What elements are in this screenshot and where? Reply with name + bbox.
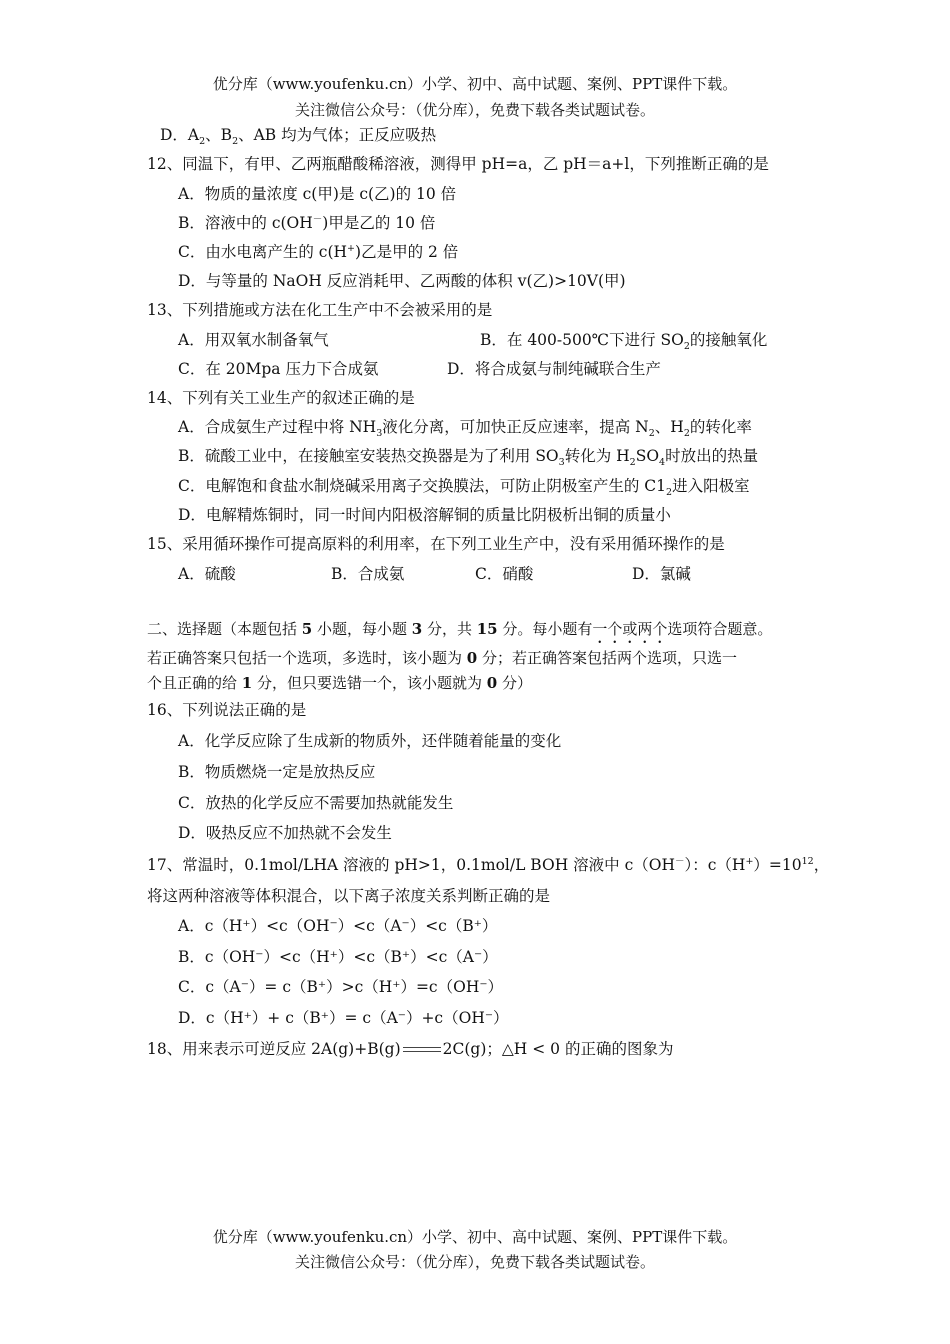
header-line-1: 优分库（www.youfenku.cn）小学、初中、高中试题、案例、PPT课件下载。 [212,75,738,93]
q11-option-d: D．$A_2$、$B_2$、AB 均为气体；正反应吸热 [160,126,437,148]
q16-stem: 16、下列说法正确的是 [147,701,307,719]
q16-option-a: A．化学反应除了生成新的物质外，还伴随着能量的变化 [178,732,562,750]
q13-stem: 13、下列措施或方法在化工生产中不会被采用的是 [147,301,493,319]
footer-line-2: 关注微信公众号：（优分库），免费下载各类试题试卷。 [294,1253,655,1271]
q17-stem-line-2: 将这两种溶液等体积混合，以下离子浓度关系判断正确的是 [147,887,551,905]
q15-option-b: B．合成氨 [331,565,405,583]
q18-stem: 18、用来表示可逆反应 2A(g)+B(g) 2C(g)；△H < 0 的正确的图象为 [147,1040,674,1058]
q14-option-d: D．电解精炼铜时，同一时间内阳极溶解铜的质量比阴极析出铜的质量小 [178,506,671,524]
q12-option-a: A．物质的量浓度 c(甲)是 c(乙)的 10 倍 [178,185,457,203]
q13-option-a: A．用双氧水制备氧气 [178,331,329,349]
q12-option-d: D．与等量的 NaOH 反应消耗甲、乙两酸的体积 v(乙)>10V(甲) [178,272,626,290]
q17-stem-line-1: 17、常温时，0.1mol/LHA 溶液的 pH>1，0.1mol/L BOH 溶液中 c（OH－）：$c(H^+)=10^{12}$， [147,855,830,874]
q16-option-b: B．物质燃烧一定是放热反应 [178,763,376,781]
q17-option-d: D．c（H⁺）+ c（B⁺）= c（A⁻）+c（OH⁻） [178,1009,509,1027]
q15-option-a: A．硫酸 [178,565,236,583]
q14-option-a: A．合成氨生产过程中将 $NH_3$液化分离，可加快正反应速率，提高 $N_2$、$H_2$的转化率 [178,418,752,440]
section2-intro-line-2: 若正确答案只包括一个选项，多选时，该小题为 0 分；若正确答案包括两个选项，只选一 [147,649,737,667]
q17-option-c: C．c（A⁻）= c（B⁺）>c（H⁺）=c（OH⁻） [178,978,504,996]
q16-option-d: D．吸热反应不加热就不会发生 [178,824,392,842]
q12-stem: 12、同温下，有甲、乙两瓶醋酸稀溶液，测得甲 pH=a，乙 pH＝a+l，下列推断正确的是 [147,155,769,173]
q12-option-c: C．由水电离产生的 c(H+)乙是甲的 2 倍 [178,242,459,261]
header-line-2: 关注微信公众号：（优分库），免费下载各类试题试卷。 [294,101,655,119]
q17-option-a: A．c（H⁺）<c（OH⁻）<c（A⁻）<c（B⁺） [178,917,498,935]
equilibrium-arrow-icon [403,1046,441,1054]
q12-option-b: B．溶液中的 c(OH－)甲是乙的 10 倍 [178,213,436,232]
q13-option-d: D．将合成氨与制纯碱联合生产 [447,360,661,378]
section2-intro-line-1: 二、选择题（本题包括 5 小题，每小题 3 分，共 15 分。每小题有一个或两个选项符合题意。 [147,620,773,638]
q15-option-d: D．氯碱 [632,565,691,583]
q17-option-b: B．c（OH⁻）<c（H⁺）<c（B⁺）<c（A⁻） [178,948,498,966]
q16-option-c: C．放热的化学反应不需要加热就能发生 [178,794,454,812]
q14-stem: 14、下列有关工业生产的叙述正确的是 [147,389,415,407]
q15-option-c: C．硝酸 [475,565,534,583]
q14-option-c: C．电解饱和食盐水制烧碱采用离子交换膜法，可防止阴极室产生的 $C1_2$进入阳极室 [178,477,750,499]
footer-line-1: 优分库（www.youfenku.cn）小学、初中、高中试题、案例、PPT课件下载。 [212,1228,738,1246]
q14-option-b: B．硫酸工业中，在接触室安装热交换器是为了利用 $SO_3$转化为 $H_2SO_4$时放出的热量 [178,447,759,469]
q15-stem: 15、采用循环操作可提高原料的利用率，在下列工业生产中，没有采用循环操作的是 [147,535,725,553]
q13-option-c: C．在 20Mpa 压力下合成氨 [178,360,379,378]
section2-intro-line-3: 个且正确的给 1 分，但只要选错一个，该小题就为 0 分） [147,674,532,692]
q13-option-b: B．在 400-500℃下进行 $SO_2$的接触氧化 [480,331,768,353]
